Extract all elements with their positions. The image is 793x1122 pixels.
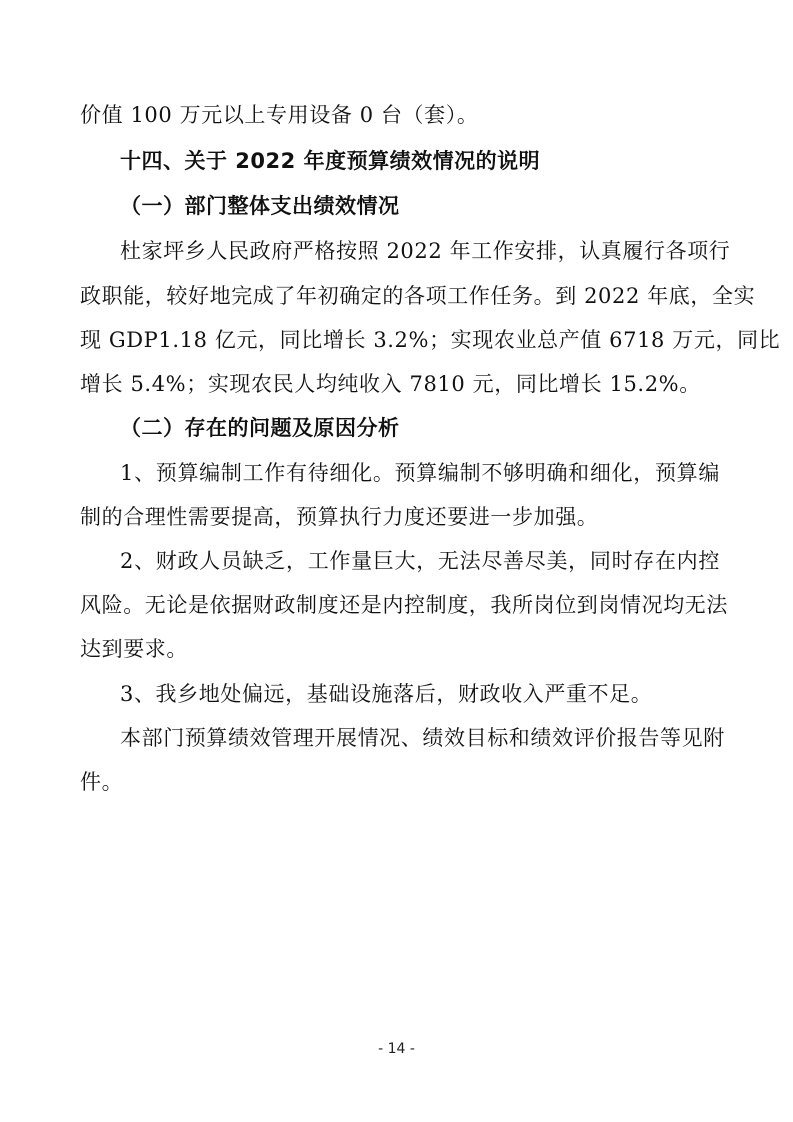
subsection-heading: （二）存在的问题及原因分析: [120, 416, 400, 440]
paragraph-line: 制的合理性需要提高，预算执行力度还要进一步加强。: [80, 505, 599, 529]
subsection-heading: （一）部门整体支出绩效情况: [120, 194, 400, 218]
paragraph-line: 增长 5.4%；实现农民人均纯收入 7810 元，同比增长 15.2%。: [80, 372, 701, 396]
paragraph-line: 价值 100 万元以上专用设备 0 台（套）。: [80, 103, 479, 127]
paragraph-line: 件。: [80, 770, 124, 794]
paragraph-line: 本部门预算绩效管理开展情况、绩效目标和绩效评价报告等见附: [120, 726, 725, 750]
paragraph-line: 政职能，较好地完成了年初确定的各项工作任务。到 2022 年底，全实: [80, 284, 756, 308]
paragraph-line: 风险。无论是依据财政制度还是内控制度，我所岗位到岗情况均无法: [80, 593, 728, 617]
section-heading: 十四、关于 2022 年度预算绩效情况的说明: [120, 149, 541, 173]
paragraph-line: 现 GDP1.18 亿元，同比增长 3.2%；实现农业总产值 6718 万元，同比: [80, 328, 781, 352]
paragraph-line: 3、我乡地处偏远，基础设施落后，财政收入严重不足。: [120, 682, 653, 706]
page-number: - 14 -: [378, 1041, 415, 1057]
paragraph-line: 1、预算编制工作有待细化。预算编制不够明确和细化，预算编: [120, 461, 720, 485]
paragraph-line: 2、财政人员缺乏，工作量巨大，无法尽善尽美，同时存在内控: [120, 549, 720, 573]
paragraph-line: 达到要求。: [80, 637, 188, 661]
paragraph-line: 杜家坪乡人民政府严格按照 2022 年工作安排，认真履行各项行: [120, 239, 731, 263]
